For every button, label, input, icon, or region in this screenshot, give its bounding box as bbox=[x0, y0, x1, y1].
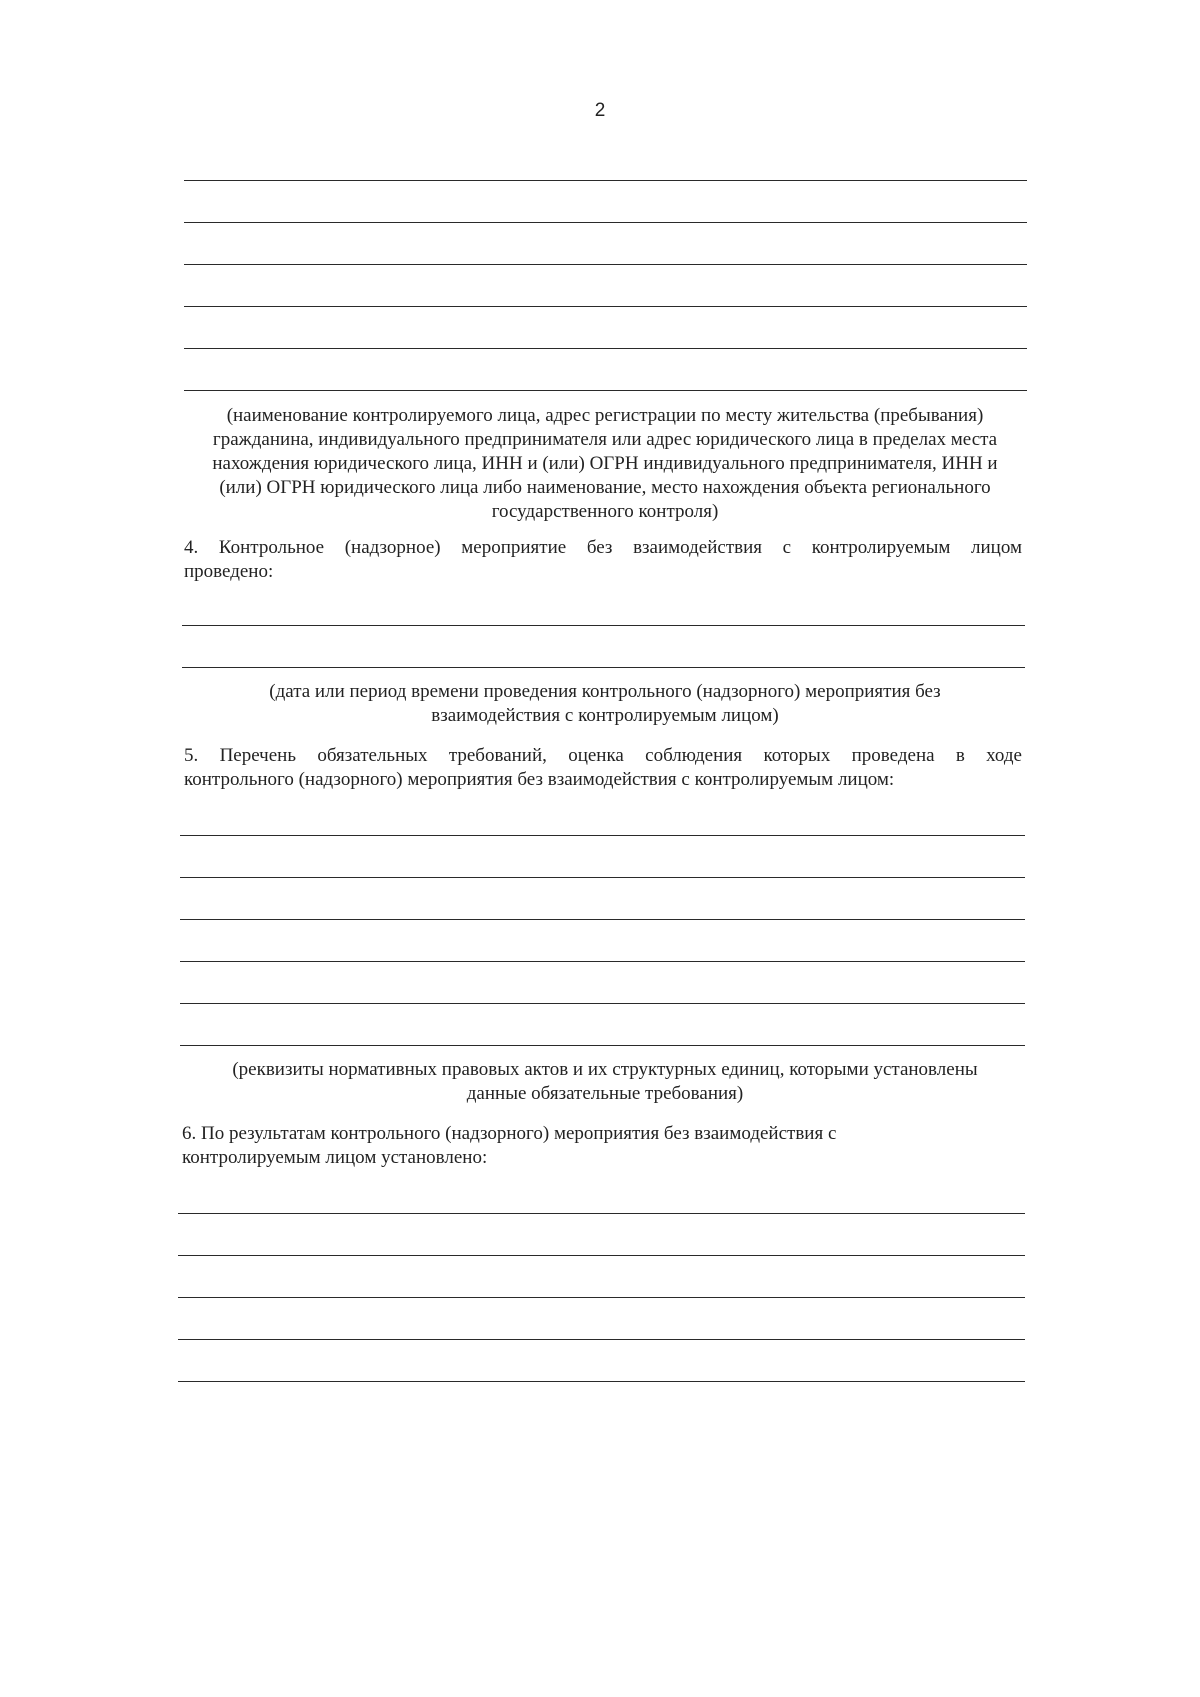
caption-line: нахождения юридического лица, ИНН и (или) ОГРН индивидуального предпринимателя, ИНН и bbox=[212, 453, 998, 474]
fill-line bbox=[182, 667, 1025, 668]
item-6-line-1: 6. По результатам контрольного (надзорного) мероприятия без взаимодействия с bbox=[182, 1123, 837, 1144]
fill-line bbox=[184, 306, 1027, 307]
item-4-caption bbox=[170, 680, 1040, 728]
fill-line bbox=[178, 1297, 1025, 1298]
fill-line bbox=[182, 625, 1025, 626]
fill-line bbox=[180, 1003, 1025, 1004]
fill-line bbox=[180, 835, 1025, 836]
fill-line bbox=[180, 961, 1025, 962]
fill-line bbox=[184, 222, 1027, 223]
caption-line: (или) ОГРН юридического лица либо наименование, место нахождения объекта регионального bbox=[219, 477, 991, 498]
item-6-line-2: контролируемым лицом установлено: bbox=[182, 1147, 488, 1168]
item-4-line-1: 4. Контрольное (надзорное) мероприятие без взаимодействия с контролируемым лицом bbox=[184, 537, 1022, 558]
page-number: 2 bbox=[594, 100, 606, 121]
fill-line bbox=[178, 1339, 1025, 1340]
caption-line: государственного контроля) bbox=[491, 501, 719, 522]
item-4-line-2: проведено: bbox=[184, 561, 274, 582]
fill-line bbox=[178, 1213, 1025, 1214]
fill-line bbox=[178, 1381, 1025, 1382]
caption-line: (реквизиты нормативных правовых актов и их структурных единиц, которыми установлены bbox=[232, 1059, 978, 1080]
fill-line bbox=[180, 1045, 1025, 1046]
item-5-caption bbox=[170, 1058, 1040, 1106]
fill-line bbox=[178, 1255, 1025, 1256]
caption-line: взаимодействия с контролируемым лицом) bbox=[431, 705, 779, 726]
caption-line: (наименование контролируемого лица, адрес регистрации по месту жительства (пребывания) bbox=[226, 405, 984, 426]
controlled-person-caption bbox=[170, 404, 1040, 524]
item-6-text bbox=[182, 1122, 1022, 1170]
item-5-text bbox=[184, 744, 1022, 792]
fill-line bbox=[184, 348, 1027, 349]
fill-line bbox=[184, 180, 1027, 181]
fill-line bbox=[180, 919, 1025, 920]
caption-line: данные обязательные требования) bbox=[466, 1083, 744, 1104]
fill-line bbox=[184, 390, 1027, 391]
caption-line: гражданина, индивидуального предпринимателя или адрес юридического лица в пределах места bbox=[212, 429, 998, 450]
fill-line bbox=[184, 264, 1027, 265]
caption-line: (дата или период времени проведения контрольного (надзорного) мероприятия без bbox=[269, 681, 941, 702]
item-5-line-2: контрольного (надзорного) мероприятия без взаимодействия с контролируемым лицом: bbox=[184, 769, 895, 790]
item-5-line-1: 5. Перечень обязательных требований, оценка соблюдения которых проведена в ходе bbox=[184, 745, 1022, 766]
fill-line bbox=[180, 877, 1025, 878]
item-4-text bbox=[184, 536, 1022, 584]
